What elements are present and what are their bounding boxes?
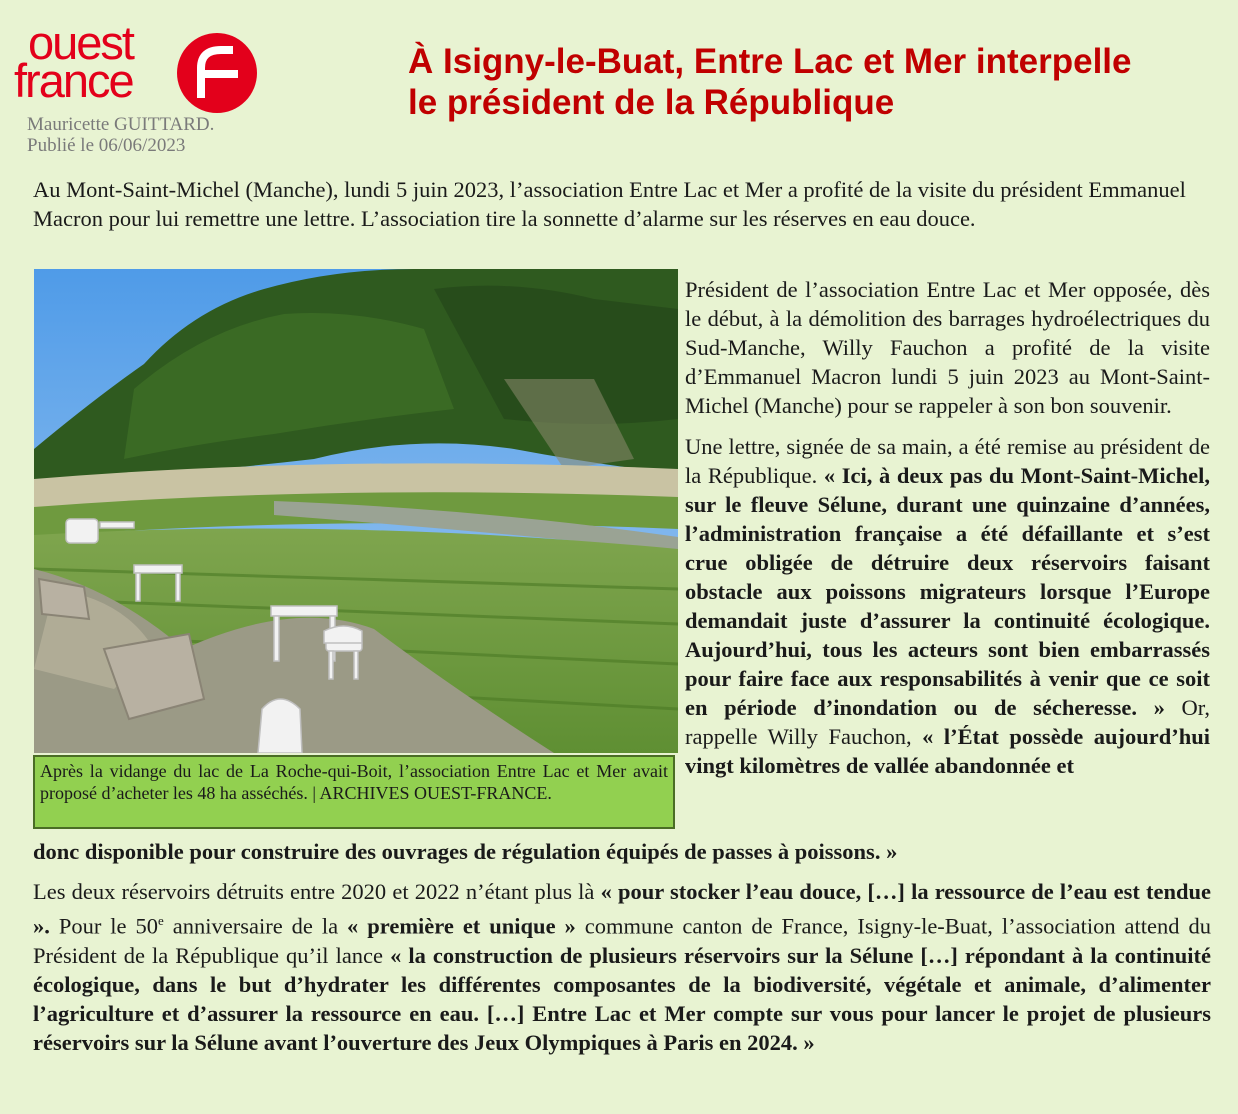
quote-4: « première et unique »	[347, 913, 576, 939]
logo-word-ouest: ouest	[28, 16, 133, 69]
paragraph-3-text-b: anniversaire de la	[163, 913, 348, 939]
paragraph-2-mid: Or, rappelle Willy Fauchon,	[685, 695, 1211, 749]
article-column	[685, 275, 1210, 792]
quote-2-part-2: donc disponible pour construire des ouvrages de régulation équipés de passes à poissons. »	[33, 839, 898, 864]
paragraph-3-text-a: Pour le 50	[49, 913, 158, 939]
publish-date: Publié le 06/06/2023	[27, 135, 186, 156]
article-photo	[34, 269, 678, 753]
author-name: Mauricette GUITTARD.	[27, 114, 215, 135]
paragraph-3	[33, 877, 1211, 1057]
paragraph-2	[685, 432, 1210, 780]
title-line-1: À Isigny-le-Buat, Entre Lac et Mer interpelle	[408, 42, 1132, 81]
title-line-2: le président de la République	[408, 83, 895, 122]
quote-3: « pour stocker l’eau douce, […] la ressource de l’eau est tendue ».	[33, 879, 1211, 939]
paragraph-1: Président de l’association Entre Lac et Mer opposée, dès le début, à la démolition des barrages hydroélectriques du Sud-Manche, Willy Fauchon a profité de la visite d’Emmanuel Macron lundi 5 juin 2023 au Mont-Saint-Michel (Manche) pour se rappeler à son bon souvenir.	[685, 277, 1210, 418]
article-meta	[27, 114, 214, 156]
paragraph-2-intro: Une lettre, signée de sa main, a été remise au président de la République.	[685, 434, 1210, 488]
paragraph-3-intro: Les deux réservoirs détruits entre 2020 et 2022 n’étant plus là	[33, 879, 601, 904]
logo-word-france: france	[14, 54, 133, 107]
article-title	[408, 41, 1208, 123]
photo-caption: Après la vidange du lac de La Roche-qui-Boit, l’association Entre Lac et Mer avait proposé d’acheter les 48 ha asséchés. | ARCHIVES OUEST-FRANCE.	[33, 755, 675, 829]
paragraph-3-text-c: commune canton de France, Isigny-le-Buat, l’association attend du Président de la République qu’il lance	[33, 913, 1211, 968]
quote-1: « Ici, à deux pas du Mont-Saint-Michel, sur le fleuve Sélune, durant une quinzaine d’années, l’administration française a été défaillante et s’est crue obligée de détruire deux réservoirs faisant obstacle aux poissons migrateurs lorsque l’Europe demandait juste d’assurer la continuité écologique. Aujourd’hui, tous les acteurs sont bien embarrassés pour faire face aux responsabilités à venir que ce soit en période d’inondation ou de sécheresse. »	[685, 463, 1210, 720]
quote-5: « la construction de plusieurs réservoirs sur la Sélune […] répondant à la continuité écologique, dans le but d’hydrater les différentes composantes de la biodiversité, végétale et animale, d’alimenter l’agriculture et d’assurer la ressource en eau. […] Entre Lac et Mer compte sur vous pour lancer le projet de plusieurs réservoirs sur la Sélune avant l’ouverture des Jeux Olympiques à Paris en 2024. »	[33, 942, 1211, 1055]
ouest-france-logo	[14, 16, 249, 107]
ordinal-suffix: e	[158, 913, 164, 928]
logo-mark-icon	[176, 32, 258, 114]
article-lead: Au Mont-Saint-Michel (Manche), lundi 5 juin 2023, l’association Entre Lac et Mer a profité de la visite du président Emmanuel Macron pour lui remettre une lettre. L’association tire la sonnette d’alarme sur les réserves en eau douce.	[33, 177, 1186, 231]
quote-2-part-1: « l’État possède aujourd’hui vingt kilomètres de vallée abandonnée et	[685, 724, 1211, 778]
lake-landscape-illustration	[34, 269, 678, 753]
